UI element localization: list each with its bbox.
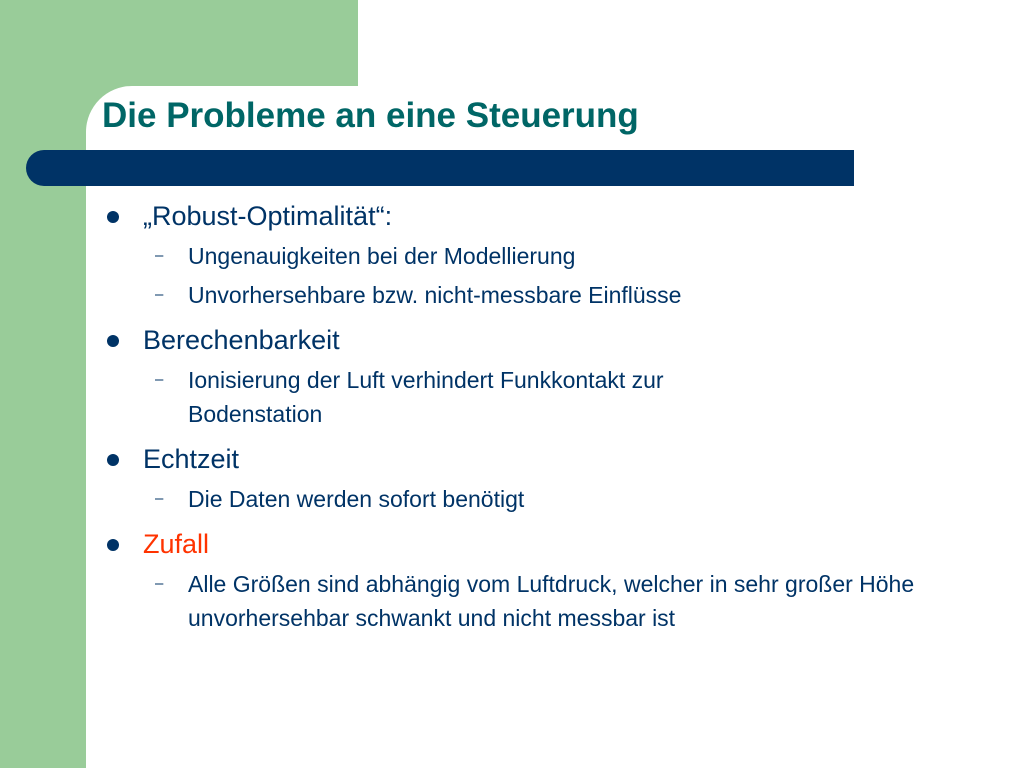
sub-bullet-text: Ungenauigkeiten bei der Modellierung bbox=[188, 243, 576, 269]
sub-bullet-item bbox=[105, 363, 788, 431]
dash-marker: – bbox=[155, 575, 164, 592]
bullet-dot-icon bbox=[107, 539, 119, 551]
bullet-item bbox=[105, 526, 935, 562]
dash-marker: – bbox=[155, 371, 164, 388]
sub-bullet-item bbox=[105, 567, 948, 635]
sub-bullet-text: Unvorhersehbare bzw. nicht-messbare Einflüsse bbox=[188, 282, 682, 308]
bullet-item bbox=[105, 198, 935, 234]
bullet-text: Zufall bbox=[143, 529, 210, 559]
sub-bullet-item bbox=[105, 239, 935, 273]
bullet-dot-icon bbox=[107, 211, 119, 223]
bullet-list bbox=[105, 198, 935, 635]
bullet-text: Echtzeit bbox=[143, 444, 240, 474]
bullet-text: Berechenbarkeit bbox=[143, 325, 340, 355]
sub-bullet-text: Ionisierung der Luft verhindert Funkkontakt zur Bodenstation bbox=[188, 367, 664, 427]
bullet-item bbox=[105, 441, 935, 477]
bullet-dot-icon bbox=[107, 335, 119, 347]
dash-marker: – bbox=[155, 490, 164, 507]
dash-marker: – bbox=[155, 286, 164, 303]
slide-title: Die Probleme an eine Steuerung bbox=[102, 96, 639, 135]
bullet-dot-icon bbox=[107, 454, 119, 466]
sub-bullet-item bbox=[105, 278, 935, 312]
dash-marker: – bbox=[155, 247, 164, 264]
sub-bullet-text: Alle Größen sind abhängig vom Luftdruck, welcher in sehr großer Höhe unvorhersehbar schwankt und nicht messbar ist bbox=[188, 571, 915, 631]
sub-bullet-item bbox=[105, 482, 935, 516]
bullet-text: „Robust-Optimalität“: bbox=[143, 201, 393, 231]
sub-bullet-text: Die Daten werden sofort benötigt bbox=[188, 486, 525, 512]
bullet-item bbox=[105, 322, 935, 358]
title-underline-bar bbox=[26, 150, 854, 186]
